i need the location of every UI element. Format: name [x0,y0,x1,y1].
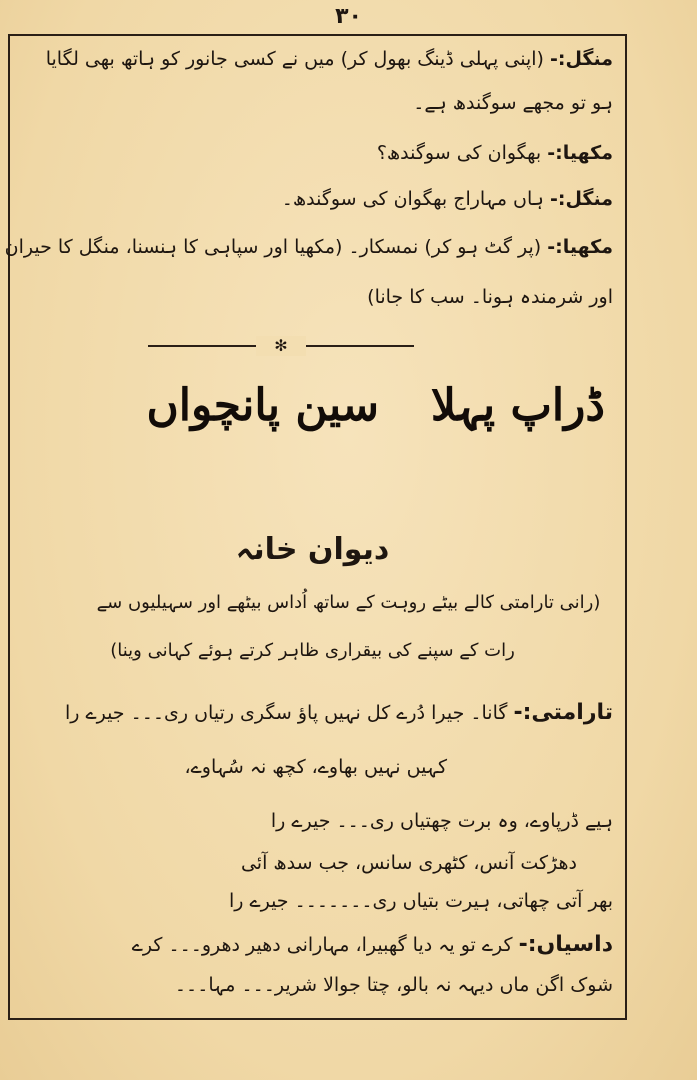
stage-direction-line-1: (رانی تارامتی کالے بیٹے روہت کے ساتھ اُداس بیٹھے اور سہیلیوں سے [96,592,601,613]
dialogue-text: ہاں مہاراج بھگوان کی سوگندھ۔ [281,188,544,210]
heading-panchwan: پانچواں [146,380,281,431]
dialogue-line-6 [367,286,613,308]
dialogue-line-1 [46,48,613,70]
song-line-5: بھر آتی چھاتی، ہیرت بتیاں ری۔۔۔۔۔۔۔ جیرے را [228,890,613,912]
dialogue-text: ہو تو مجھے سوگندھ ہے۔ [413,92,613,114]
dasiyan-line-1 [132,932,613,957]
song-line-2: کہیں نہیں بھاوے، کچھ نہ سُہاوے، [184,756,447,778]
speaker-dasiyan: داسیاں:- [518,932,613,957]
heading-drop: ڈراپ [510,380,605,431]
speaker-taramati: تارامتی:- [513,700,613,725]
song-line-1 [65,700,613,725]
heading-second [146,380,379,431]
scene-location: دیوان خانہ [235,532,390,567]
speaker-mangal: منگل:- [549,188,613,210]
dialogue-text: اور شرمندہ ہونا۔ سب کا جانا) [367,286,613,308]
dialogue-text: بھگوان کی سوگندھ؟ [376,142,542,164]
dialogue-line-2 [413,92,613,114]
speaker-mangal: منگل:- [549,48,613,70]
song-line-3: ہیے ڈرپاوے، وہ برت چھتیاں ری۔۔۔ جیرے را [270,810,613,832]
heading-pehla: پہلا [430,380,496,431]
song-text: گانا۔ جیرا دُرے کل نہیں پاؤ سگری رتیاں ری۔۔۔ جیرے را [64,702,508,724]
ornamental-divider [148,336,414,355]
heading-scene: سین [295,380,379,431]
divider-ornament: ✻ [256,336,306,356]
dialogue-text: (اپنی پہلی ڈینگ بھول کر) میں نے کسی جانور کو ہاتھ بھی لگایا [45,48,544,70]
song-line-4: دھڑکت آنس، کٹھری سانس، جب سدھ آئی [240,852,577,874]
dialogue-line-3 [377,142,613,164]
dasiyan-line-2: شوک اگن ماں دیہہ نہ بالو، چتا جوالا شریر۔۔۔ مہا۔۔۔ [174,974,613,996]
speaker-mukhiya: مکھیا:- [547,236,613,258]
dialogue-line-4 [282,188,613,210]
speaker-mukhiya: مکھیا:- [547,142,613,164]
dialogue-text: (پر گٹ ہو کر) نمسکار۔ (مکھیا اور سپاہی کا ہنسنا، منگل کا حیران [4,236,542,258]
stage-direction-line-2: رات کے سپنے کی بیقراری ظاہر کرتے ہوئے کہانی وینا) [110,640,515,661]
page-number: ۳۰ [335,4,362,29]
dialogue-line-5 [5,236,613,258]
heading-first [431,380,605,431]
dasiyan-text: کرے تو یہ دیا گھبیرا، مہارانی دھیر دھرو۔۔۔ کرے [131,934,513,956]
